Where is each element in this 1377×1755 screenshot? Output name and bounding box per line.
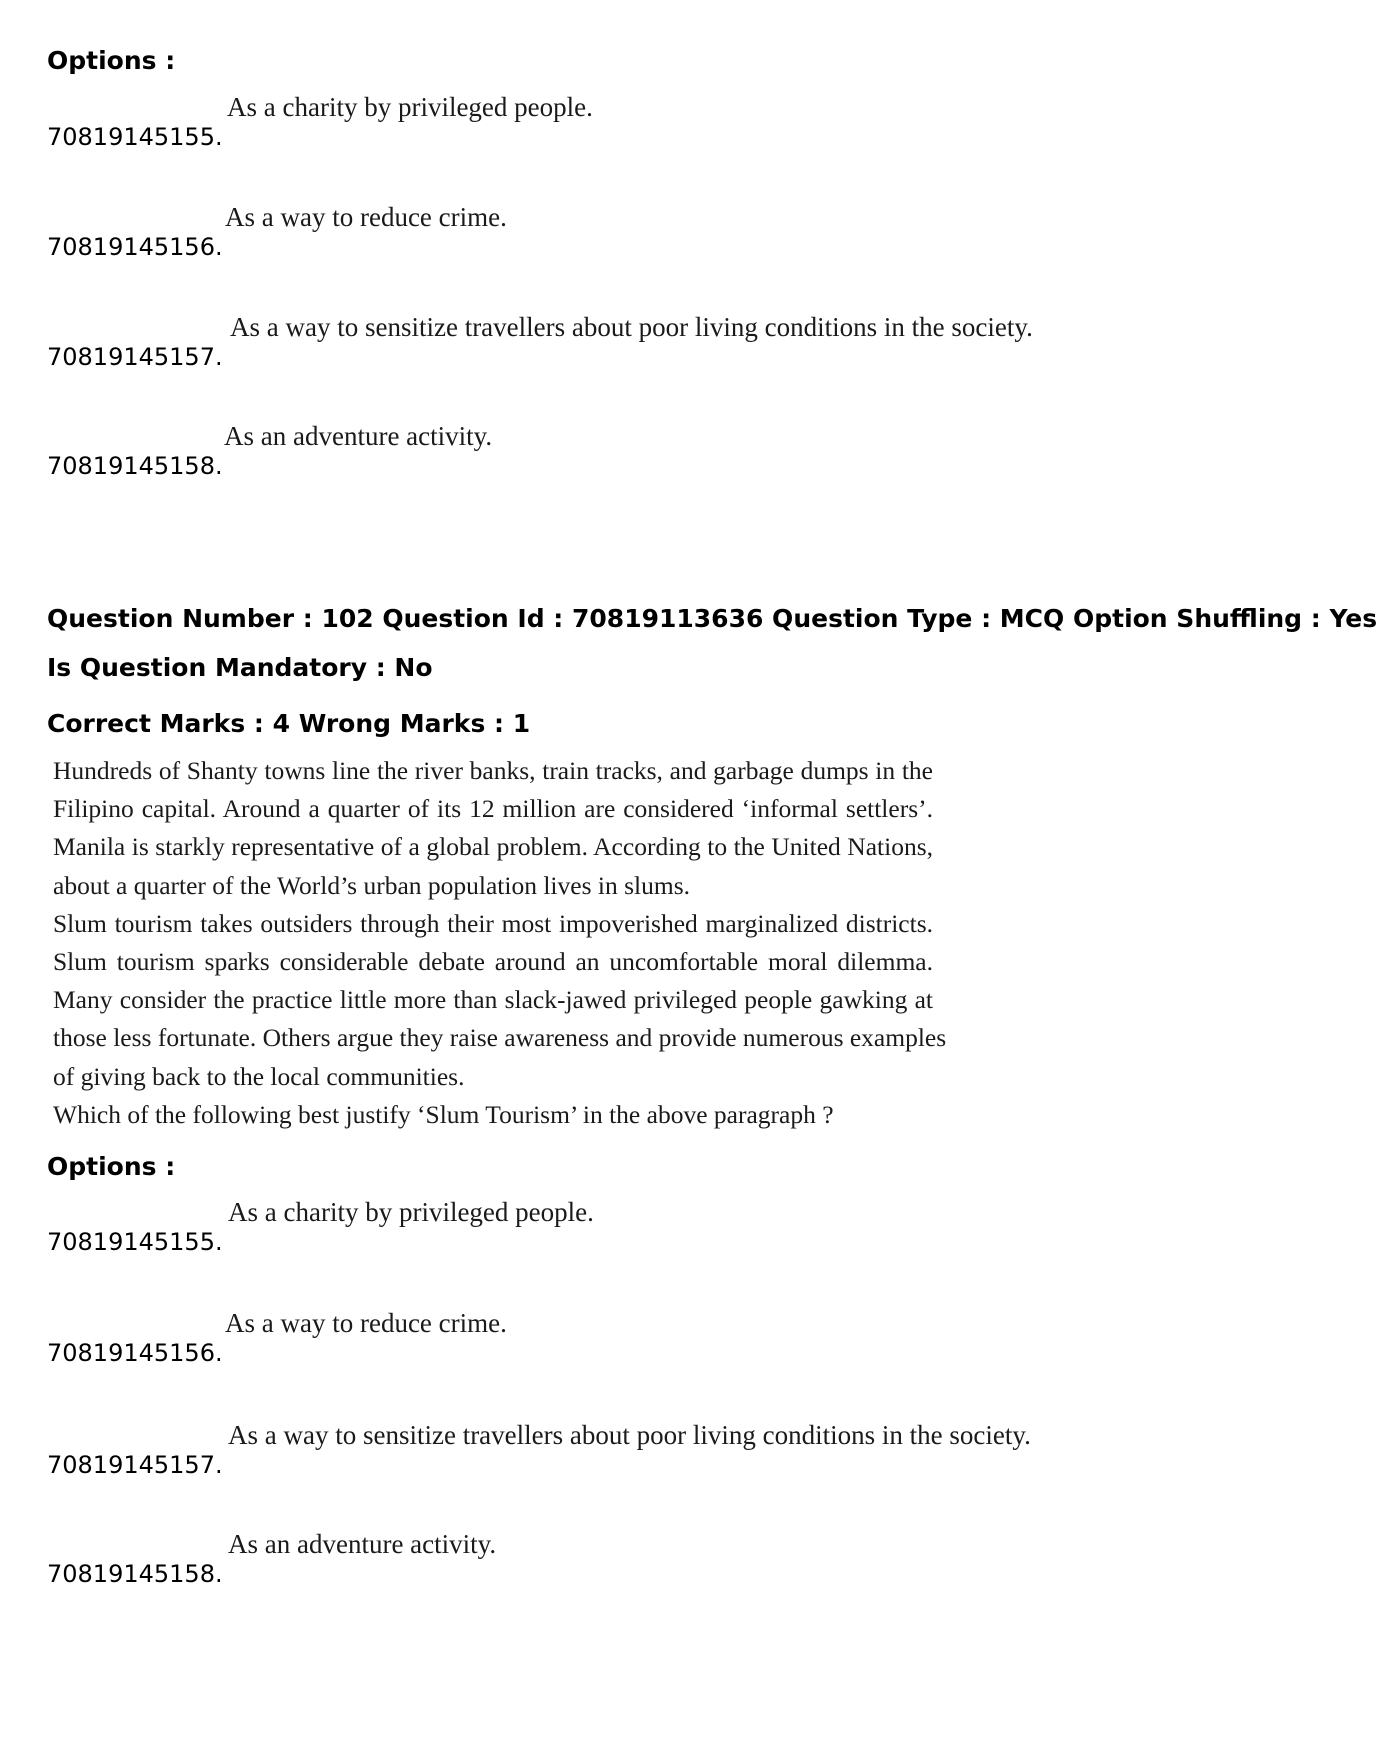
passage-line: Manila is starkly representative of a global problem. According to the United Nations,	[53, 832, 933, 862]
option-id: 70819145155.	[47, 1228, 223, 1256]
question-passage	[53, 752, 947, 1134]
option-text: As a charity by privileged people.	[227, 92, 593, 122]
option-row	[47, 1196, 1197, 1256]
option-row	[47, 91, 1197, 151]
options-heading-top: Options :	[47, 46, 176, 75]
passage-line: about a quarter of the World’s urban population lives in slums.	[53, 870, 690, 900]
option-row	[47, 1307, 1197, 1367]
question-mandatory: Is Question Mandatory : No	[47, 653, 433, 682]
option-text: As an adventure activity.	[228, 1529, 497, 1559]
option-id: 70819145158.	[47, 452, 223, 480]
option-id: 70819145156.	[47, 1339, 223, 1367]
option-text: As an adventure activity.	[224, 421, 493, 451]
passage-line: of giving back to the local communities.	[53, 1061, 465, 1091]
option-id: 70819145158.	[47, 1560, 223, 1588]
passage-line: those less fortunate. Others argue they raise awareness and provide numerous examples	[53, 1023, 947, 1053]
option-text: As a way to sensitize travellers about poor living conditions in the society.	[230, 312, 1033, 342]
option-text: As a way to sensitize travellers about poor living conditions in the society.	[228, 1420, 1031, 1450]
option-text: As a charity by privileged people.	[228, 1197, 594, 1227]
question-prompt: Which of the following best justify ‘Slum Tourism’ in the above paragraph ?	[53, 1099, 834, 1129]
passage-line: Slum tourism sparks considerable debate around an uncomfortable moral dilemma.	[53, 947, 933, 977]
option-id: 70819145157.	[47, 343, 223, 371]
option-row	[47, 311, 1197, 371]
option-id: 70819145155.	[47, 123, 223, 151]
options-heading-bottom: Options :	[47, 1152, 176, 1181]
passage-line: Many consider the practice little more than slack-jawed privileged people gawking at	[53, 985, 933, 1015]
option-text: As a way to reduce crime.	[225, 202, 507, 232]
option-row	[47, 201, 1197, 261]
option-id: 70819145156.	[47, 233, 223, 261]
passage-line: Hundreds of Shanty towns line the river banks, train tracks, and garbage dumps in the	[53, 756, 933, 785]
passage-line: Filipino capital. Around a quarter of its 12 million are considered ‘informal settlers’.	[53, 794, 933, 824]
option-text: As a way to reduce crime.	[225, 1308, 507, 1338]
option-row	[47, 1419, 1197, 1479]
question-marks: Correct Marks : 4 Wrong Marks : 1	[47, 709, 531, 738]
passage-line: Slum tourism takes outsiders through their most impoverished marginalized districts.	[53, 908, 933, 938]
option-row	[47, 420, 1197, 480]
option-id: 70819145157.	[47, 1451, 223, 1479]
question-meta: Question Number : 102 Question Id : 70819113636 Question Type : MCQ Option Shuffling : Yes	[47, 604, 1377, 633]
option-row	[47, 1528, 1197, 1588]
